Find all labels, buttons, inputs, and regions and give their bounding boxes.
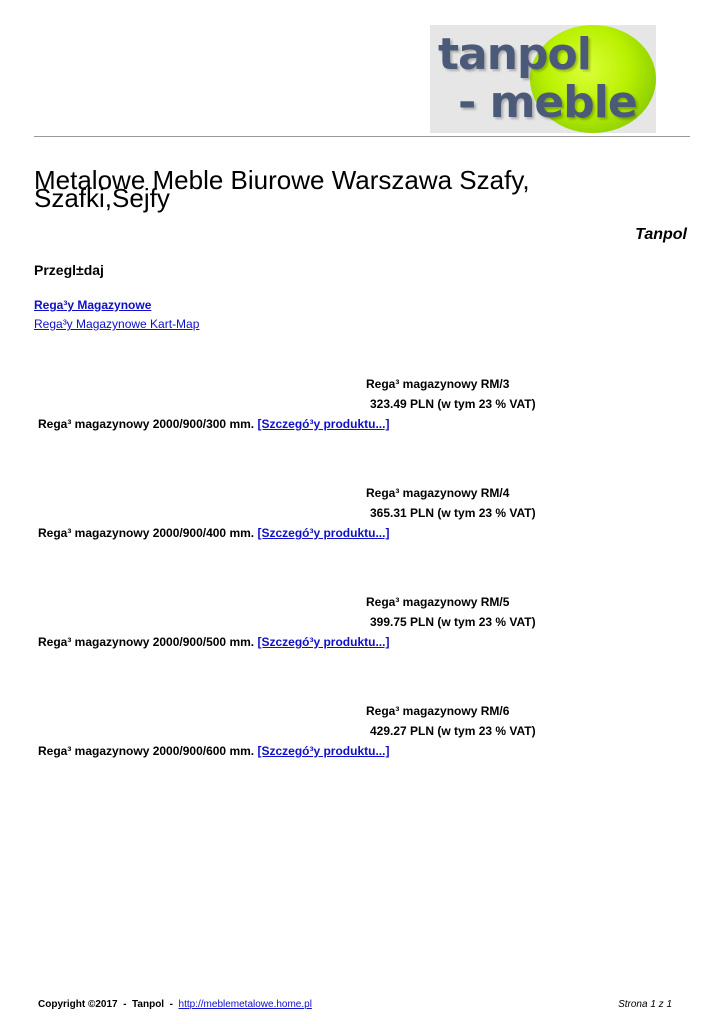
page-title: Metalowe Meble Biurowe Warszawa Szafy, Szafki,Sejfy: [34, 165, 530, 213]
product-name: Rega³ magazynowy RM/5: [366, 595, 510, 609]
footer-copyright-line: [38, 999, 312, 1010]
product-description-line: [38, 417, 389, 431]
logo: [430, 25, 656, 133]
product-item: [0, 486, 725, 546]
product-description: Rega³ magazynowy 2000/900/500 mm.: [38, 635, 255, 649]
product-price: 365.31 PLN (w tym 23 % VAT): [370, 506, 536, 520]
section-label: Przegl±daj: [34, 262, 104, 278]
product-details-link[interactable]: [Szczegó³y produktu...]: [257, 526, 390, 540]
footer-copyright: Copyright ©2017 - Tanpol -: [38, 999, 179, 1010]
product-price: 429.27 PLN (w tym 23 % VAT): [370, 724, 536, 738]
product-price: 323.49 PLN (w tym 23 % VAT): [370, 397, 536, 411]
product-description: Rega³ magazynowy 2000/900/400 mm.: [38, 526, 255, 540]
logo-text-line1: tanpol: [438, 29, 591, 80]
author: Tanpol: [635, 226, 687, 243]
footer-site-link[interactable]: http://meblemetalowe.home.pl: [178, 999, 312, 1010]
logo-text-line2: - meble: [458, 77, 637, 128]
product-details-link[interactable]: [Szczegó³y produktu...]: [257, 744, 390, 758]
category-link-kart-map[interactable]: Rega³y Magazynowe Kart-Map: [34, 317, 200, 331]
product-item: [0, 704, 725, 764]
product-name: Rega³ magazynowy RM/4: [366, 486, 510, 500]
product-details-link[interactable]: [Szczegó³y produktu...]: [257, 417, 390, 431]
product-description-line: [38, 744, 389, 758]
product-description-line: [38, 526, 389, 540]
product-name: Rega³ magazynowy RM/6: [366, 704, 510, 718]
category-link-magazynowe[interactable]: Rega³y Magazynowe: [34, 298, 152, 312]
product-price: 399.75 PLN (w tym 23 % VAT): [370, 615, 536, 629]
footer-page-number: Strona 1 z 1: [618, 999, 672, 1010]
product-description-line: [38, 635, 389, 649]
product-description: Rega³ magazynowy 2000/900/300 mm.: [38, 417, 255, 431]
product-item: [0, 595, 725, 655]
header-divider: [34, 136, 690, 137]
product-name: Rega³ magazynowy RM/3: [366, 377, 510, 391]
product-item: [0, 377, 725, 437]
product-description: Rega³ magazynowy 2000/900/600 mm.: [38, 744, 255, 758]
product-details-link[interactable]: [Szczegó³y produktu...]: [257, 635, 390, 649]
